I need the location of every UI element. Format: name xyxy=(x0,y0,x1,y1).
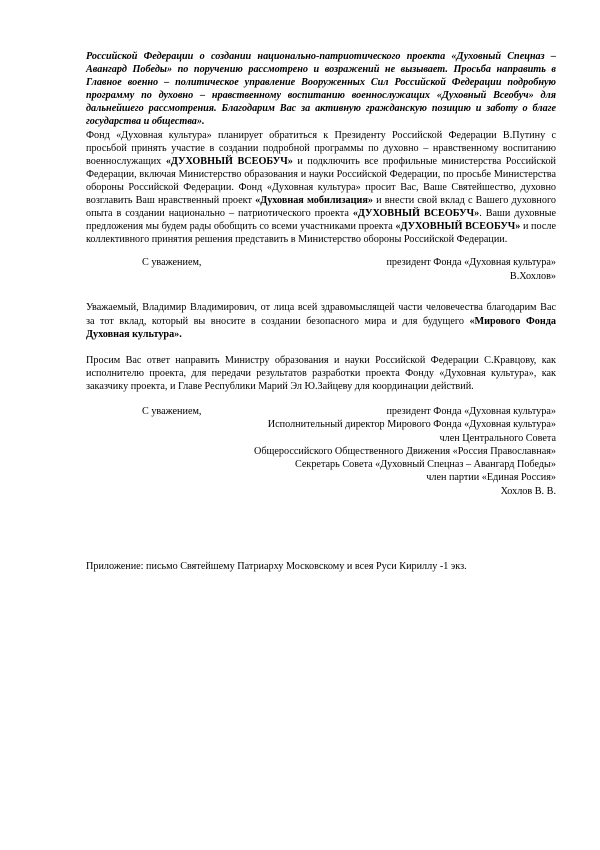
document-body xyxy=(86,50,556,573)
paragraph-2-bold3: «ДУХОВНЫЙ ВСЕОБУЧ» xyxy=(352,208,480,220)
signature-2-left: С уважением, xyxy=(142,405,202,417)
paragraph-2-seg1: Фонд «Духовная культура» планирует обратиться к Президенту Российской Федерации В.Путину с просьбой принять участие в создании подробной программы по духовно – нравственному воспитанию военнослужащих xyxy=(86,129,556,167)
spacer-1 xyxy=(86,284,556,301)
attachment-note: Приложение: письмо Святейшему Патриарху Московскому и всея Руси Кириллу -1 экз. xyxy=(86,561,467,573)
signature-1-line1: президент Фонда «Духовная культура» xyxy=(386,257,556,269)
paragraph-2-bold2: «Духовная мобилизация» xyxy=(255,195,373,207)
signature-2-line: член партии «Единая Россия» xyxy=(426,472,556,484)
intro-paragraph: Российской Федерации о создании национально-патриотического проекта «Духовный Спецназ – Авангард Победы» по поручению рассмотрено и возражений не вызывает. Просьба направить в Главное военно – политическое управление Вооруженных Сил Российской Федерации подробную программу по духовно – нравственному воспитанию военнослужащих «Духовный Всеобуч» для дальнейшего рассмотрения. Благодарим Вас за активную гражданскую позицию и заботу о благе государства и общества». xyxy=(86,51,556,128)
signature-block-2 xyxy=(86,405,556,498)
paragraph-2 xyxy=(86,129,556,247)
paragraph-2-bold4: «ДУХОВНЫЙ ВСЕОБУЧ» xyxy=(395,221,521,233)
signature-2-line: президент Фонда «Духовная культура» xyxy=(386,405,556,417)
signature-2-line: Секретарь Совета «Духовный Спецназ – Авангард Победы» xyxy=(294,459,556,471)
paragraph-3-seg1: Уважаемый, Владимир Владимирович, от лица всей здравомыслящей части человечества благодарим Вас за тот вклад, который вы вносите в создании безопасного мира и для будущего xyxy=(86,302,556,327)
signature-2-line: Хохлов В. В. xyxy=(500,485,556,497)
paragraph-4: Просим Вас ответ направить Министру образования и науки Российской Федерации С.Кравцову, как исполнителю проекта, для передачи результатов разработки проекта Фонду «Духовная культура», как заказчику проекта, и Главе Республики Марий Эл Ю.Зайцеву для координации действий. xyxy=(86,354,556,392)
signature-1-line2: В.Хохлов» xyxy=(509,270,556,282)
signature-2-line: Общероссийского Общественного Движения «Россия Православная» xyxy=(254,445,556,457)
signature-2-right xyxy=(86,405,556,498)
signature-2-line: Исполнительный директор Мирового Фонда «Духовная культура» xyxy=(267,419,556,431)
signature-2-line: член Центрального Совета xyxy=(439,432,556,444)
paragraph-2-seg4: . Ваши духовные предложения мы будем рады обобщить со всеми участниками проекта xyxy=(86,208,556,233)
signature-1-left: С уважением, xyxy=(142,257,202,269)
paragraph-3 xyxy=(86,301,556,340)
paragraph-3-bold1: «Мирового Фонда Духовная культура». xyxy=(86,315,556,340)
paragraph-2-seg5: и после коллективного принятия решения представить в Министерство обороны Российской Федерации. xyxy=(86,221,556,246)
paragraph-2-seg3: и внести свой вклад с Вашего духовного опыта в создании национально – патриотического проекта xyxy=(86,195,556,220)
paragraph-2-bold1: «ДУХОВНЫЙ ВСЕОБУЧ» xyxy=(165,155,293,167)
spacer-2 xyxy=(86,341,556,354)
signature-block-1 xyxy=(86,256,556,284)
signature-1-right xyxy=(386,256,556,282)
paragraph-2-seg2: и подключить все профильные министерства Российской Федерации, включая Министерство образования и науки Российской Федерации, по просьбе Министерства обороны Российской Федерации. Фонд «Духовная культура» просит Вас, Ваше Святейшество, духовно возглавить Ваш нравственный проект xyxy=(86,155,556,207)
